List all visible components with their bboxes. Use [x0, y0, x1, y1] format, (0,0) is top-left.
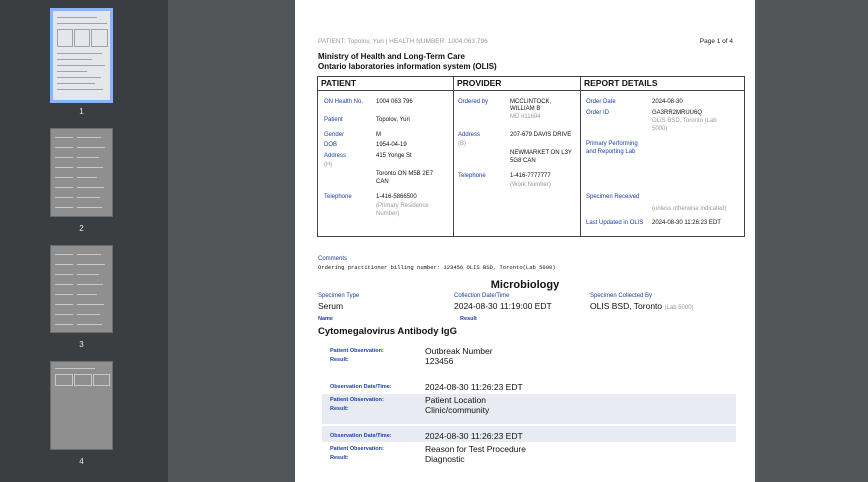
result-column-label: Result: [460, 316, 477, 322]
patient-telephone-note-2: Number): [376, 211, 400, 217]
obs-3-result: Diagnostic: [425, 454, 465, 464]
provider-address-label: Address: [458, 132, 481, 138]
patient-header: PATIENT: Topolov, Yuri | HEALTH NUMBER: 1004 063 796: [318, 38, 488, 45]
thumbnail-label-2: 2: [79, 224, 84, 233]
provider-address-1: 207-679 DAVIS DRIVE: [510, 132, 572, 138]
report-details-column: [581, 77, 744, 236]
patient-telephone-value: 1-416-5866500: [376, 194, 417, 200]
order-id-value: GA3RR2MRUU6Q: [652, 110, 703, 116]
patient-telephone-note-1: (Primary Residence: [376, 203, 429, 209]
info-grid: [317, 76, 745, 237]
test-name: Cytomegalovirus Antibody IgG: [318, 326, 457, 337]
provider-address-2: NEWMARKET ON L3Y: [510, 150, 572, 156]
collection-value: 2024-08-30 11:19:00 EDT: [454, 301, 552, 311]
patient-address-2: Toronto ON M5B 2E7: [376, 171, 434, 177]
provider-telephone-label: Telephone: [458, 173, 486, 179]
obs-2-value: Patient Location: [425, 395, 486, 405]
provider-telephone-note: (Work Number): [510, 182, 551, 188]
primary-lab-label-1: Primary Performing: [586, 141, 638, 147]
on-health-label: ON Health No.: [324, 99, 364, 105]
comments-label: Comments: [318, 256, 348, 262]
page-thumbnail-4[interactable]: [50, 361, 113, 450]
obs-3-label: Patient Observation:: [330, 446, 384, 452]
report-details-heading: REPORT DETAILS: [581, 77, 744, 91]
specimen-type-label: Specimen Type: [318, 293, 360, 299]
name-column-label: Name: [318, 316, 333, 322]
patient-address-label: Address: [324, 153, 347, 159]
order-id-note-1: OLIS BSD, Toronto (Lab: [652, 118, 717, 124]
obs-1-value: Outbreak Number: [425, 346, 493, 356]
collection-label: Collection Date/Time: [454, 293, 510, 299]
provider-telephone-value: 1-416-7777777: [510, 173, 551, 179]
primary-lab-label-2: and Reporting Lab: [586, 149, 636, 155]
obs-3-date-label: Observation Date/Time:: [330, 433, 392, 439]
order-id-note-2: 5000): [652, 126, 668, 132]
collected-by-value: [590, 301, 694, 311]
ministry-line-1: Ministry of Health and Long-Term Care: [318, 52, 465, 61]
specimen-received-note: (unless otherwise indicated): [652, 206, 727, 212]
order-date-value: 2024-08-30: [652, 99, 683, 105]
obs-1-result: 123456: [425, 356, 454, 366]
collected-by-label: Specimen Collected By: [590, 293, 653, 299]
page-thumbnail-3[interactable]: [50, 245, 113, 333]
provider-address-type: (B): [458, 141, 466, 147]
obs-2-result: Clinic/community: [425, 405, 490, 415]
order-id-label: Order ID: [586, 110, 610, 116]
patient-address-type: (H): [324, 162, 333, 168]
page-thumbnail-1[interactable]: [50, 8, 113, 103]
order-date-label: Order Date: [586, 99, 616, 105]
patient-address-1: 415 Yonge St: [376, 153, 412, 159]
on-health-value: 1004 063 796: [376, 99, 413, 105]
patient-column: [318, 77, 454, 236]
obs-1-label: Patient Observation:: [330, 348, 384, 354]
obs-2-date-label: Observation Date/Time:: [330, 384, 392, 390]
patient-heading: PATIENT: [318, 77, 453, 91]
gender-value: M: [376, 132, 381, 138]
document-viewer[interactable]: [168, 0, 868, 482]
dob-value: 1954-04-19: [376, 142, 407, 148]
collected-by-name: OLIS BSD, Toronto: [590, 301, 663, 311]
obs-2-band: [322, 394, 736, 424]
patient-telephone-label: Telephone: [324, 194, 352, 200]
ministry-title: [318, 52, 497, 71]
obs-3-date: 2024-08-30 11:26:23 EDT: [425, 431, 523, 441]
provider-heading: PROVIDER: [454, 77, 580, 91]
patient-name-value: Topolov, Yuri: [376, 117, 410, 123]
provider-md: MD #11694: [510, 114, 541, 120]
collected-by-lab: (Lab 5000): [664, 305, 694, 311]
provider-name-1: MCCLINTOCK,: [510, 99, 552, 105]
thumbnail-label-4: 4: [79, 457, 84, 466]
ministry-line-2: Ontario laboratories information system (OLIS): [318, 61, 497, 71]
comments-text: Ordering practitioner billing number: 123456 OLIS BSD, Toronto(Lab 5000): [318, 264, 556, 271]
obs-3-result-label: Result:: [330, 455, 349, 461]
thumbnail-label-1: 1: [79, 107, 84, 116]
last-updated-label: Last Updated in OLIS: [586, 220, 644, 226]
obs-2-date: 2024-08-30 11:26:23 EDT: [425, 382, 523, 392]
specimen-received-label: Specimen Received: [586, 194, 640, 200]
last-updated-value: 2024-08-30 11:26:23 EDT: [652, 220, 721, 226]
page-number: Page 1 of 4: [699, 38, 733, 45]
section-title: Microbiology: [490, 279, 560, 291]
patient-address-3: CAN: [376, 179, 389, 185]
thumbnail-sidebar: [0, 0, 168, 482]
provider-name-2: WILLIAM B: [510, 106, 541, 112]
gender-label: Gender: [324, 132, 345, 138]
dob-label: DOB: [324, 142, 338, 148]
provider-address-3: 5G8 CAN: [510, 158, 536, 164]
obs-2-result-label: Result:: [330, 406, 349, 412]
document-page: [295, 0, 755, 482]
ordered-by-label: Ordered by: [458, 99, 489, 105]
thumbnail-label-3: 3: [79, 340, 84, 349]
provider-column: [454, 77, 581, 236]
obs-3-value: Reason for Test Procedure: [425, 444, 526, 454]
obs-2-label: Patient Observation:: [330, 397, 384, 403]
specimen-type-value: Serum: [318, 301, 344, 311]
page-thumbnail-2[interactable]: [50, 128, 113, 217]
patient-name-label: Patient: [324, 117, 343, 123]
obs-1-result-label: Result:: [330, 357, 349, 363]
